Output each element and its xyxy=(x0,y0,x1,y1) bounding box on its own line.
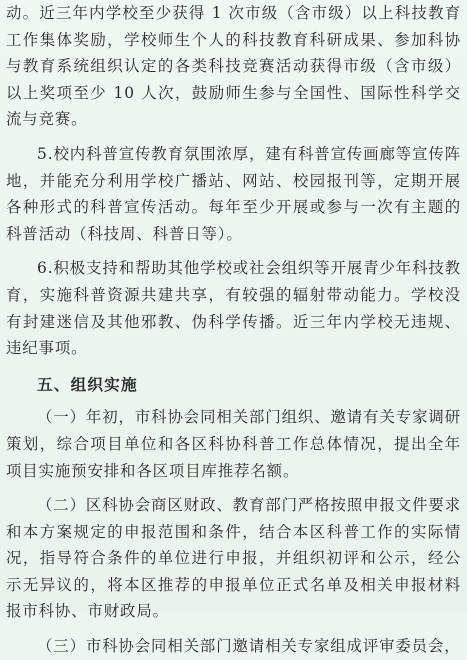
section-item-3: （三）市科协会同相关部门邀请相关专家组成评审委员会， xyxy=(37,637,461,656)
section-item-2: （二）区科协会商区财政、教育部门严格按照申报文件要求和本方案规定的申报范围和条件，结合本区科普工作的实际情况，指导符合条件的单位进行申报，并组织初评和公示，经公示无异议的，将本区推荐的申报单位正式名单及相关申报材料报市科协、市财政局。 xyxy=(6,496,461,621)
paragraph-item-5: 5.校内科普宣传教育氛围浓厚，建有科普宣传画廊等宣传阵地，并能充分利用学校广播站、网站、校园报刊等，定期开展各种形式的科普宣传活动。每年至少开展或参与一次有主题的科普活动（科技周、科普日等）。 xyxy=(6,144,461,243)
section-item-1: （一）年初，市科协会同相关部门组织、邀请有关专家调研策划，综合项目单位和各区科协科普工作总体情况，提出全年项目实施预安排和各区项目库推荐名额。 xyxy=(6,408,461,480)
paragraph-item-6: 6.积极支持和帮助其他学校或社会组织等开展青少年科技教育，实施科普资源共建共享，有较强的辐射带动能力。学校没有封建迷信及其他邪教、伪科学传播。近三年内学校无违规、违纪事项。 xyxy=(6,259,461,358)
section-heading: 五、组织实施 xyxy=(37,375,138,394)
document-body xyxy=(6,0,461,660)
paragraph-intro-continuation: 动。近三年内学校至少获得 1 次市级（含市级）以上科技教育工作集体奖励，学校师生个人的科技教育科研成果、参加科协与教育系统组织认定的各类科技竞赛活动获得市级（含市级）以上奖项至少 10 人次，鼓励师生参与全国性、国际性科学交流与竞赛。 xyxy=(6,4,461,129)
